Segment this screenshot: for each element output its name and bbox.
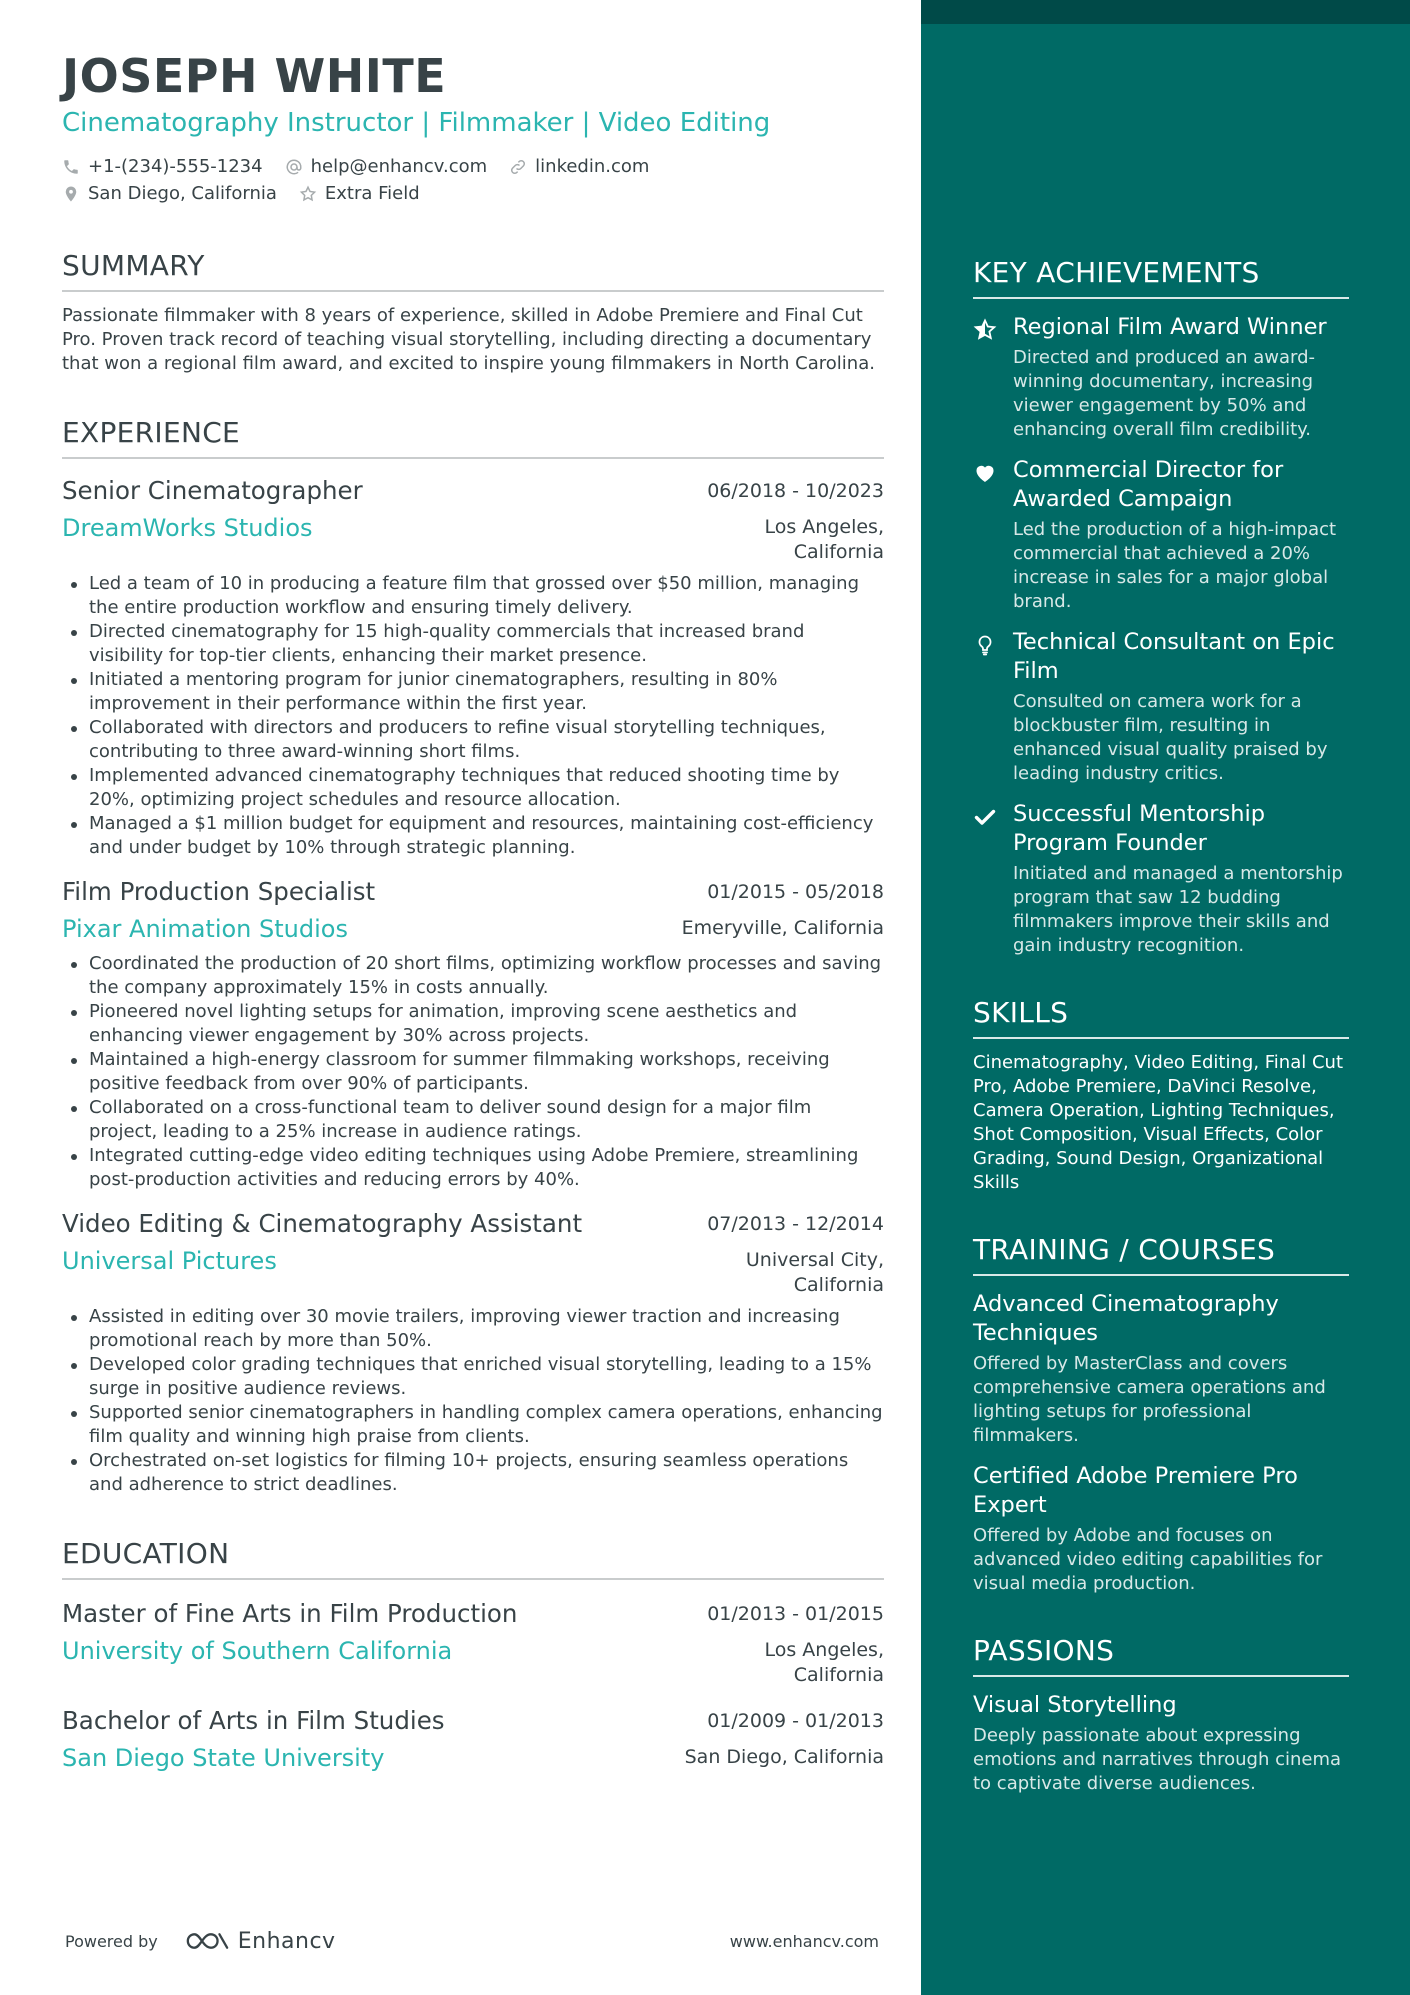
bullet-item: Directed cinematography for 15 high-quality commercials that increased brand visibility for top-tier clients, enhancing their market presence. [62, 620, 884, 668]
achievement-desc: Led the production of a high-impact commercial that achieved a 20% increase in sales for a major global brand. [1013, 519, 1337, 612]
bullet-item: Initiated a mentoring program for junior cinematographers, resulting in 80% improvement in their performance within the first year. [62, 668, 884, 716]
contact-linkedin[interactable] [509, 153, 649, 180]
sidebar-content [973, 256, 1349, 1834]
footer [65, 1924, 879, 1958]
edu-dates: 01/2009 - 01/2013 [707, 1710, 884, 1733]
lightbulb-icon [973, 633, 997, 657]
footer-website[interactable]: www.enhancv.com [729, 1931, 879, 1951]
location-text: San Diego, California [88, 183, 277, 205]
sidebar-top-band [921, 0, 1410, 24]
job-company: Pixar Animation Studios [62, 915, 348, 944]
section-heading: EDUCATION [62, 1537, 884, 1580]
bullet-item: Supported senior cinematographers in handling complex camera operations, enhancing film quality and winning high praise from clients. [62, 1401, 884, 1449]
job-entry [62, 1208, 884, 1497]
at-icon [285, 158, 303, 176]
main-column [62, 50, 884, 1773]
job-location: Emeryville, California [681, 917, 884, 940]
job-bullets [62, 572, 884, 860]
training-section [973, 1233, 1349, 1596]
achievement-title: Regional Film Award Winner [1013, 314, 1327, 340]
course-title: Advanced Cinematography Techniques [973, 1291, 1279, 1346]
edu-dates: 01/2013 - 01/2015 [707, 1603, 884, 1626]
brand-text: Enhancv [237, 1928, 336, 1954]
email-text: help@enhancv.com [310, 156, 488, 178]
section-heading: TRAINING / COURSES [973, 1233, 1349, 1276]
course-item [973, 1290, 1349, 1448]
star-outline-icon [299, 185, 317, 203]
job-entry [62, 475, 884, 860]
job-company: DreamWorks Studios [62, 514, 313, 543]
section-heading: EXPERIENCE [62, 416, 884, 459]
checkmark-icon [973, 805, 997, 829]
job-dates: 07/2013 - 12/2014 [707, 1213, 884, 1236]
job-location: Los Angeles, California [764, 516, 884, 563]
achievement-desc: Initiated and managed a mentorship program that saw 12 budding filmmakers improve their skills and gain industry recognition. [1013, 863, 1343, 956]
contact-extra [299, 180, 420, 207]
bullet-item: Implemented advanced cinematography techniques that reduced shooting time by 20%, optimizing project schedules and resource allocation. [62, 764, 884, 812]
achievements-section [973, 256, 1349, 958]
phone-text: +1-(234)-555-1234 [88, 156, 263, 178]
edu-degree: Master of Fine Arts in Film Production [62, 1599, 518, 1629]
education-entry [62, 1705, 884, 1773]
section-heading: SUMMARY [62, 249, 884, 292]
achievement-title: Commercial Director for Awarded Campaign [1013, 457, 1284, 512]
phone-icon [62, 158, 80, 176]
job-dates: 01/2015 - 05/2018 [707, 881, 884, 904]
passion-desc: Deeply passionate about expressing emotions and narratives through cinema to captivate diverse audiences. [973, 1725, 1342, 1794]
job-role: Senior Cinematographer [62, 476, 363, 506]
bullet-item: Managed a $1 million budget for equipment and resources, maintaining cost-efficiency and under budget by 10% through strategic planning. [62, 812, 884, 860]
job-bullets [62, 1305, 884, 1497]
edu-school: University of Southern California [62, 1637, 453, 1666]
bullet-item: Pioneered novel lighting setups for animation, improving scene aesthetics and enhancing viewer engagement by 30% across projects. [62, 1000, 884, 1048]
location-pin-icon [62, 185, 80, 203]
powered-by-label: Powered by [65, 1931, 158, 1951]
job-company: Universal Pictures [62, 1247, 277, 1276]
linkedin-text: linkedin.com [535, 156, 650, 178]
section-heading: KEY ACHIEVEMENTS [973, 256, 1349, 299]
enhancv-logo[interactable] [184, 1929, 336, 1954]
passion-item [973, 1691, 1349, 1796]
job-location: Universal City, California [745, 1249, 884, 1296]
bullet-item: Maintained a high-energy classroom for summer filmmaking workshops, receiving positive feedback from over 90% of participants. [62, 1048, 884, 1096]
experience-section [62, 416, 884, 1497]
link-icon [509, 158, 527, 176]
contact-email[interactable] [285, 153, 488, 180]
contact-phone[interactable] [62, 153, 263, 180]
course-item [973, 1462, 1349, 1596]
achievement-item [973, 456, 1349, 614]
course-title: Certified Adobe Premiere Pro Expert [973, 1463, 1298, 1518]
powered-by [65, 1929, 336, 1954]
sidebar [921, 0, 1410, 1995]
extra-text: Extra Field [324, 183, 420, 205]
job-entry [62, 876, 884, 1192]
education-entry [62, 1598, 884, 1687]
course-desc: Offered by MasterClass and covers comprehensive camera operations and lighting setups for professional filmmakers. [973, 1353, 1326, 1446]
achievement-item [973, 628, 1349, 786]
achievement-title: Technical Consultant on Epic Film [1013, 629, 1335, 684]
bullet-item: Developed color grading techniques that enriched visual storytelling, leading to a 15% surge in positive audience reviews. [62, 1353, 884, 1401]
passions-section [973, 1634, 1349, 1796]
skills-section [973, 996, 1349, 1195]
section-heading: PASSIONS [973, 1634, 1349, 1677]
education-section [62, 1537, 884, 1773]
skills-text: Cinematography, Video Editing, Final Cut Pro, Adobe Premiere, DaVinci Resolve, Camera Operation, Lighting Techniques, Shot Composition, Visual Effects, Color Grading, Sound Design, Organizational Skills [973, 1052, 1344, 1193]
job-role: Film Production Specialist [62, 877, 376, 907]
infinity-logo-icon [184, 1929, 230, 1953]
star-half-icon [973, 318, 997, 342]
candidate-title: Cinematography Instructor | Filmmaker | Video Editing [62, 107, 771, 138]
achievement-title: Successful Mentorship Program Founder [1013, 801, 1266, 856]
section-heading: SKILLS [973, 996, 1349, 1039]
summary-text: Passionate filmmaker with 8 years of experience, skilled in Adobe Premiere and Final Cut Pro. Proven track record of teaching visual storytelling, including directing a documentary that won a regional film award, and excited to inspire young filmmakers in North Carolina. [62, 305, 875, 375]
contact-info [62, 153, 884, 207]
bullet-item: Assisted in editing over 30 movie trailers, improving viewer traction and increasing promotional reach by more than 50%. [62, 1305, 884, 1353]
bullet-item: Collaborated with directors and producers to refine visual storytelling techniques, contributing to three award-winning short films. [62, 716, 884, 764]
edu-degree: Bachelor of Arts in Film Studies [62, 1706, 445, 1736]
edu-location: San Diego, California [684, 1746, 884, 1769]
candidate-name: JOSEPH WHITE [62, 49, 447, 103]
job-dates: 06/2018 - 10/2023 [707, 480, 884, 503]
course-desc: Offered by Adobe and focuses on advanced video editing capabilities for visual media production. [973, 1525, 1323, 1594]
passion-title: Visual Storytelling [973, 1692, 1177, 1718]
job-role: Video Editing & Cinematography Assistant [62, 1209, 583, 1239]
achievement-desc: Directed and produced an award-winning documentary, increasing viewer engagement by 50% and enhancing overall film credibility. [1013, 347, 1316, 440]
bullet-item: Coordinated the production of 20 short films, optimizing workflow processes and saving the company approximately 15% in costs annually. [62, 952, 884, 1000]
edu-school: San Diego State University [62, 1744, 385, 1773]
contact-location [62, 180, 277, 207]
bullet-item: Orchestrated on-set logistics for filming 10+ projects, ensuring seamless operations and adherence to strict deadlines. [62, 1449, 884, 1497]
heart-icon [973, 461, 997, 485]
bullet-item: Collaborated on a cross-functional team to deliver sound design for a major film project, leading to a 25% increase in audience ratings. [62, 1096, 884, 1144]
bullet-item: Integrated cutting-edge video editing techniques using Adobe Premiere, streamlining post-production activities and reducing errors by 40%. [62, 1144, 884, 1192]
job-bullets [62, 952, 884, 1192]
achievement-desc: Consulted on camera work for a blockbuster film, resulting in enhanced visual quality praised by leading industry critics. [1013, 691, 1328, 784]
bullet-item: Led a team of 10 in producing a feature film that grossed over $50 million, managing the entire production workflow and ensuring timely delivery. [62, 572, 884, 620]
achievement-item [973, 800, 1349, 958]
achievement-item [973, 313, 1349, 442]
summary-section [62, 249, 884, 376]
edu-location: Los Angeles, California [764, 1639, 884, 1686]
